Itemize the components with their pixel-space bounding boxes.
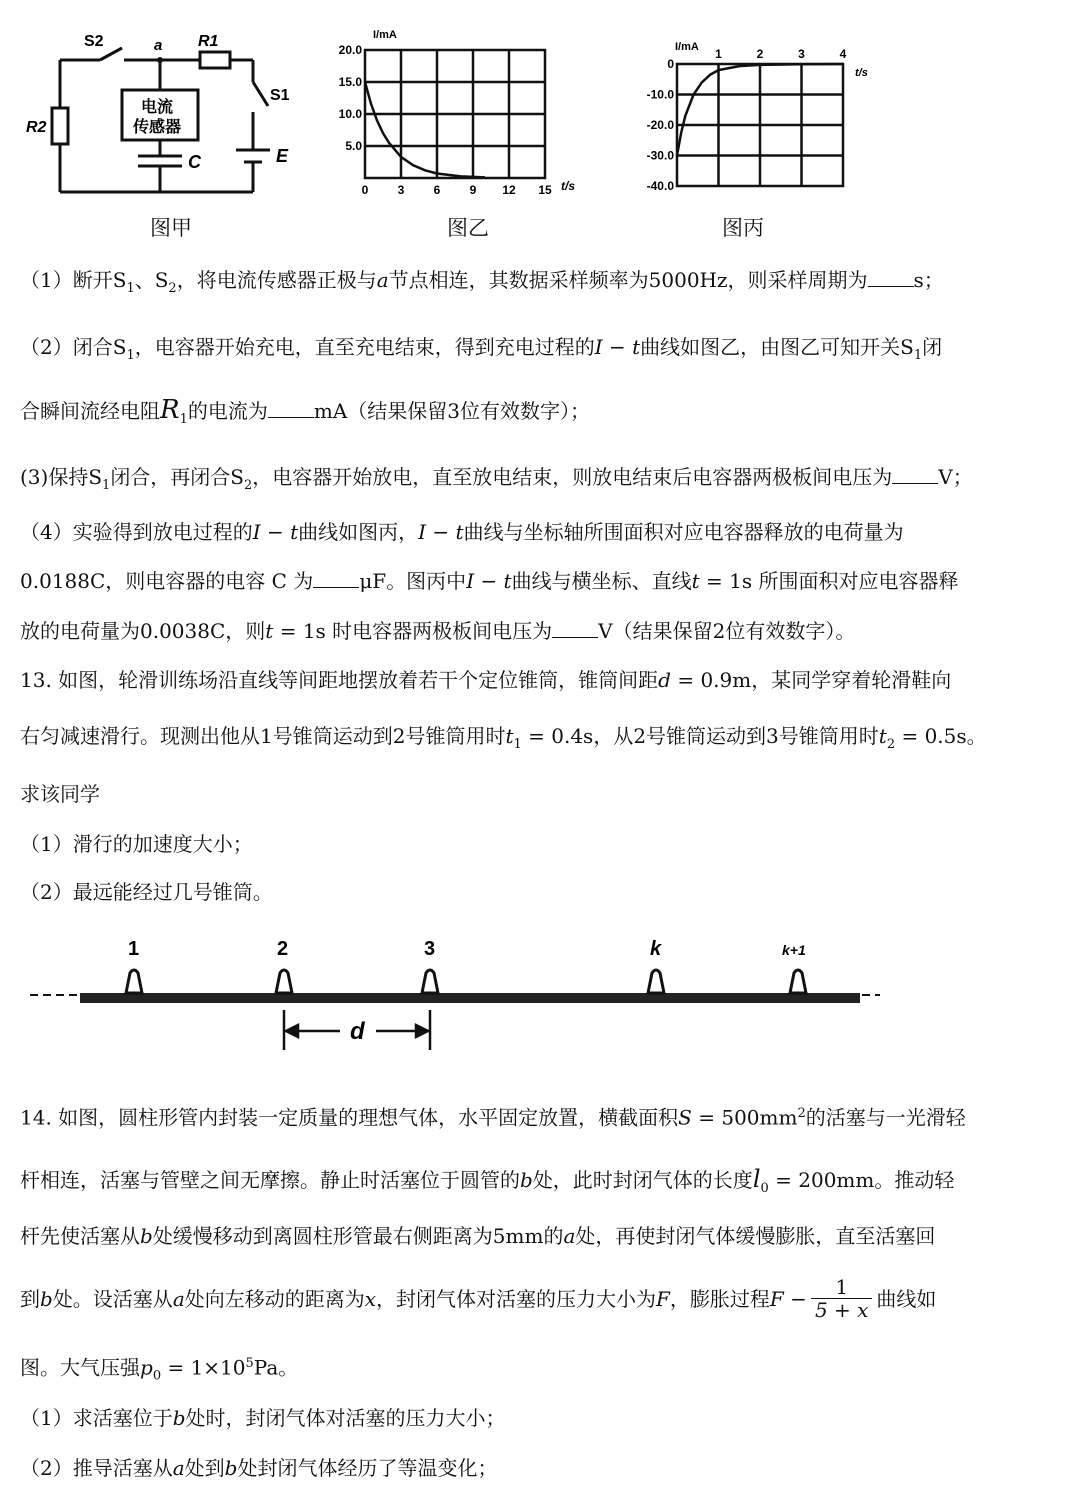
answer-blank[interactable] — [268, 399, 314, 418]
q14-stem: 14. 如图，圆柱形管内封装一定质量的理想气体，水平固定放置，横截面积$S = 500mm^2$的活塞与一光滑轻 — [20, 1105, 966, 1130]
q12-part4-cont2: 放的电荷量为0.0038C，则t = 1s 时电容器两极板间电压为 V（结果保留2位有效数字）。 — [20, 619, 856, 643]
bing-xtick-label: 1 — [715, 47, 722, 61]
q14-stem-cont4: 图。大气压强$p_0 = 1\times 10^5Pa$。 — [20, 1355, 299, 1384]
q12-part1: （1）断开$S_1$、$S_2$，将电流传感器正极与a节点相连，其数据采样频率为5000Hz，则采样周期为 s； — [20, 268, 944, 296]
charge-chart-xlabel: t/s — [561, 179, 576, 193]
answer-blank[interactable] — [313, 569, 359, 588]
yi-xtick-label: 15 — [538, 183, 552, 197]
q14-part1: （1）求活塞位于b处时，封闭气体对活塞的压力大小； — [20, 1406, 506, 1430]
yi-ytick-label: 10.0 — [338, 107, 362, 121]
q12-part2-cont: 合瞬间流经电阻$R_1$的电流为 mA（结果保留3位有效数字）； — [20, 395, 590, 427]
figure-caption-bing: 图丙 — [722, 216, 764, 240]
q12-part2: （2）闭合$S_1$，电容器开始充电，直至充电结束，得到充电过程的I − t曲线如图乙，由图乙可知开关$S_1$闭 — [20, 335, 943, 363]
q13-part1: （1）滑行的加速度大小； — [20, 832, 253, 856]
q12-part4-cont: 0.0188C，则电容器的电容 C 为 μF。图丙中I − t曲线与横坐标、直线t = 1s 所围面积对应电容器释 — [20, 569, 959, 593]
q14-stem-cont: 杆相连，活塞与管壁之间无摩擦。静止时活塞位于圆管的b处，此时封闭气体的长度$l_0 = 200mm$。推动轻 — [20, 1165, 955, 1196]
figure-caption-jia: 图甲 — [150, 216, 192, 240]
cone-2 — [276, 970, 292, 993]
yi-xtick-label: 12 — [502, 183, 516, 197]
q13-part2: （2）最远能经过几号锥筒。 — [20, 880, 273, 904]
q14-stem-cont2: 杆先使活塞从b处缓慢移动到离圆柱形管最右侧距离为5mm的a处，再使封闭气体缓慢膨胀，直至活塞回 — [20, 1224, 936, 1248]
q13-stem-cont: 右匀减速滑行。现测出他从1号锥筒运动到2号锥筒用时$t_1 = 0.4s$，从2号锥筒运动到3号锥筒用时$t_2 = 0.5s$。 — [20, 724, 987, 752]
yi-ytick-label: 20.0 — [338, 43, 362, 57]
cones-diagram — [30, 935, 890, 1060]
cone-1 — [126, 970, 142, 993]
q14-part2: （2）推导活塞从a处到b处封闭气体经历了等温变化； — [20, 1456, 498, 1480]
resistor-r2-label: R2 — [26, 119, 47, 136]
switch-s2-label: S2 — [84, 33, 104, 50]
answer-blank[interactable] — [892, 465, 938, 484]
bing-ytick-label: -30.0 — [646, 148, 674, 163]
q12-part4: （4）实验得到放电过程的I − t曲线如图丙，I − t曲线与坐标轴所围面积对应电容器释放的电荷量为 — [20, 520, 904, 544]
sensor-label-line2: 传感器 — [133, 119, 182, 136]
bing-ytick-label: -40.0 — [646, 179, 674, 193]
cone-label-3: 3 — [424, 938, 436, 960]
charge-chart-ylabel: I/mA — [373, 29, 397, 41]
cone-label-k-plus-1: k+1 — [782, 942, 806, 958]
node-a-label: a — [154, 37, 163, 54]
switch-s1-label: S1 — [270, 87, 290, 104]
answer-blank[interactable] — [868, 268, 914, 287]
cone-label-k: k — [650, 938, 662, 960]
yi-xtick-label: 0 — [361, 183, 369, 197]
resistor-r1-label: R1 — [198, 33, 219, 50]
yi-ytick-label: 15.0 — [338, 75, 362, 89]
cone-k-plus-1 — [790, 970, 806, 993]
yi-xtick-label: 3 — [397, 183, 405, 197]
fraction: $\frac{1}{5 + x}$ — [811, 1276, 872, 1321]
battery-label: E — [276, 146, 289, 166]
cone-label-1: 1 — [128, 938, 140, 960]
bing-ytick-label: 0 — [667, 57, 674, 71]
discharge-current-chart — [615, 28, 880, 203]
bing-ytick-label: -20.0 — [646, 118, 674, 132]
bing-xtick-label: 3 — [798, 47, 805, 61]
circuit-diagram — [20, 20, 310, 205]
q12-part3: (3)保持$S_1$闭合，再闭合$S_2$，电容器开始放电，直至放电结束，则放电结束后电容器两极板间电压为 V； — [20, 465, 973, 493]
capacitor-label: C — [188, 152, 201, 172]
q14-stem-cont3: 到b处。设活塞从a处向左移动的距离为x，封闭气体对活塞的压力大小为F，膨胀过程F − $\frac{1}{5 + x}$ 曲线如 — [20, 1275, 937, 1322]
charge-current-chart — [325, 28, 590, 203]
cone-k — [648, 970, 664, 993]
answer-blank[interactable] — [552, 619, 598, 638]
charge-curve — [365, 82, 485, 177]
figure-caption-yi: 图乙 — [447, 216, 489, 240]
bing-xtick-label: 4 — [839, 47, 847, 61]
yi-ytick-label: 5.0 — [345, 139, 362, 153]
discharge-chart-xlabel: t/s — [855, 67, 868, 79]
discharge-chart-ylabel: I/mA — [675, 41, 699, 53]
cone-label-2: 2 — [277, 938, 289, 960]
yi-xtick-label: 9 — [469, 183, 477, 197]
bing-ytick-label: -10.0 — [646, 87, 674, 102]
yi-xtick-label: 6 — [433, 183, 441, 197]
q13-stem: 13. 如图，轮滑训练场沿直线等间距地摆放着若干个定位锥筒，锥筒间距d = 0.9m，某同学穿着轮滑鞋向 — [20, 668, 952, 692]
cone-3 — [422, 970, 438, 993]
q13-stem-cont2: 求该同学 — [20, 782, 100, 806]
sensor-label-line1: 电流 — [141, 99, 174, 116]
bing-xtick-label: 2 — [756, 47, 764, 61]
distance-d-label: d — [350, 1018, 365, 1045]
